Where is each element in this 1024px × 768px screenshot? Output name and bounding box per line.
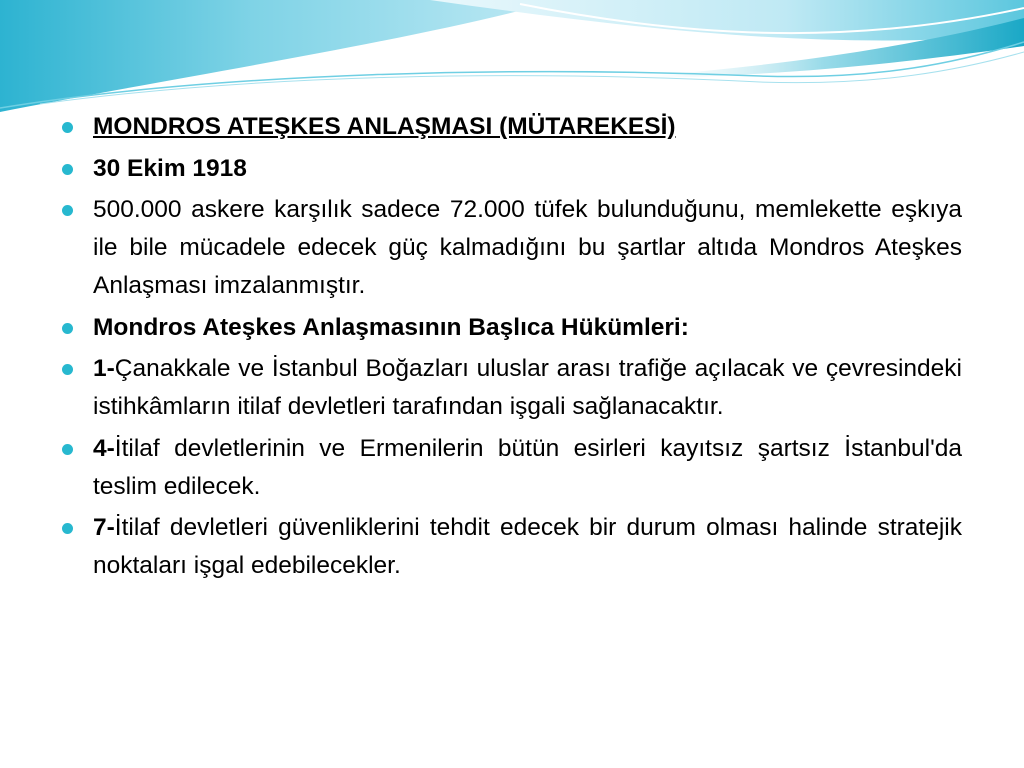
term-number: 4- [93,434,115,462]
list-item-context [62,191,962,305]
list-item-term-4 [62,430,962,506]
wave-band-right [430,0,1024,41]
bullet-dot-icon [62,122,73,133]
context-paragraph: 500.000 askere karşılık sadece 72.000 tüfek bulunduğunu, memlekette eşkıya ile bile mücadele edecek güç kalmadığını bu şartlar altıda Mondros Ateşkes Anlaşması imzalanmıştır. [93,196,962,299]
bullet-dot-icon [62,523,73,534]
term-number: 1- [93,355,115,382]
list-item-title [62,108,962,146]
bullet-list [62,108,962,589]
term-text: İtilaf devletlerinin ve Ermenilerin bütün esirleri kayıtsız şartsız İstanbul'da teslim edilecek. [93,434,962,500]
term-text: İtilaf devletleri güvenliklerini tehdit edecek bir durum olması halinde stratejik noktaları işgal edebilecekler. [93,514,962,579]
agreement-title: MONDROS ATEŞKES ANLAŞMASI (MÜTAREKESİ) [93,113,676,140]
wave-band-left [0,0,560,112]
header-wave-decoration [0,0,1024,120]
list-item-date [62,150,962,188]
agreement-date: 30 Ekim 1918 [93,154,247,182]
term-text: Çanakkale ve İstanbul Boğazları uluslar arası trafiğe açılacak ve çevresindeki istihkâmların itilaf devletleri tarafından işgali sağlanacaktır. [93,355,962,420]
bullet-dot-icon [62,444,73,455]
term-number: 7- [93,514,115,541]
list-item-term-1 [62,350,962,426]
bullet-dot-icon [62,164,73,175]
terms-heading: Mondros Ateşkes Anlaşmasının Başlıca Hükümleri: [93,313,689,341]
list-item-term-7 [62,509,962,585]
list-item-terms-heading [62,309,962,347]
bullet-dot-icon [62,205,73,216]
bullet-dot-icon [62,364,73,375]
bullet-dot-icon [62,323,73,334]
